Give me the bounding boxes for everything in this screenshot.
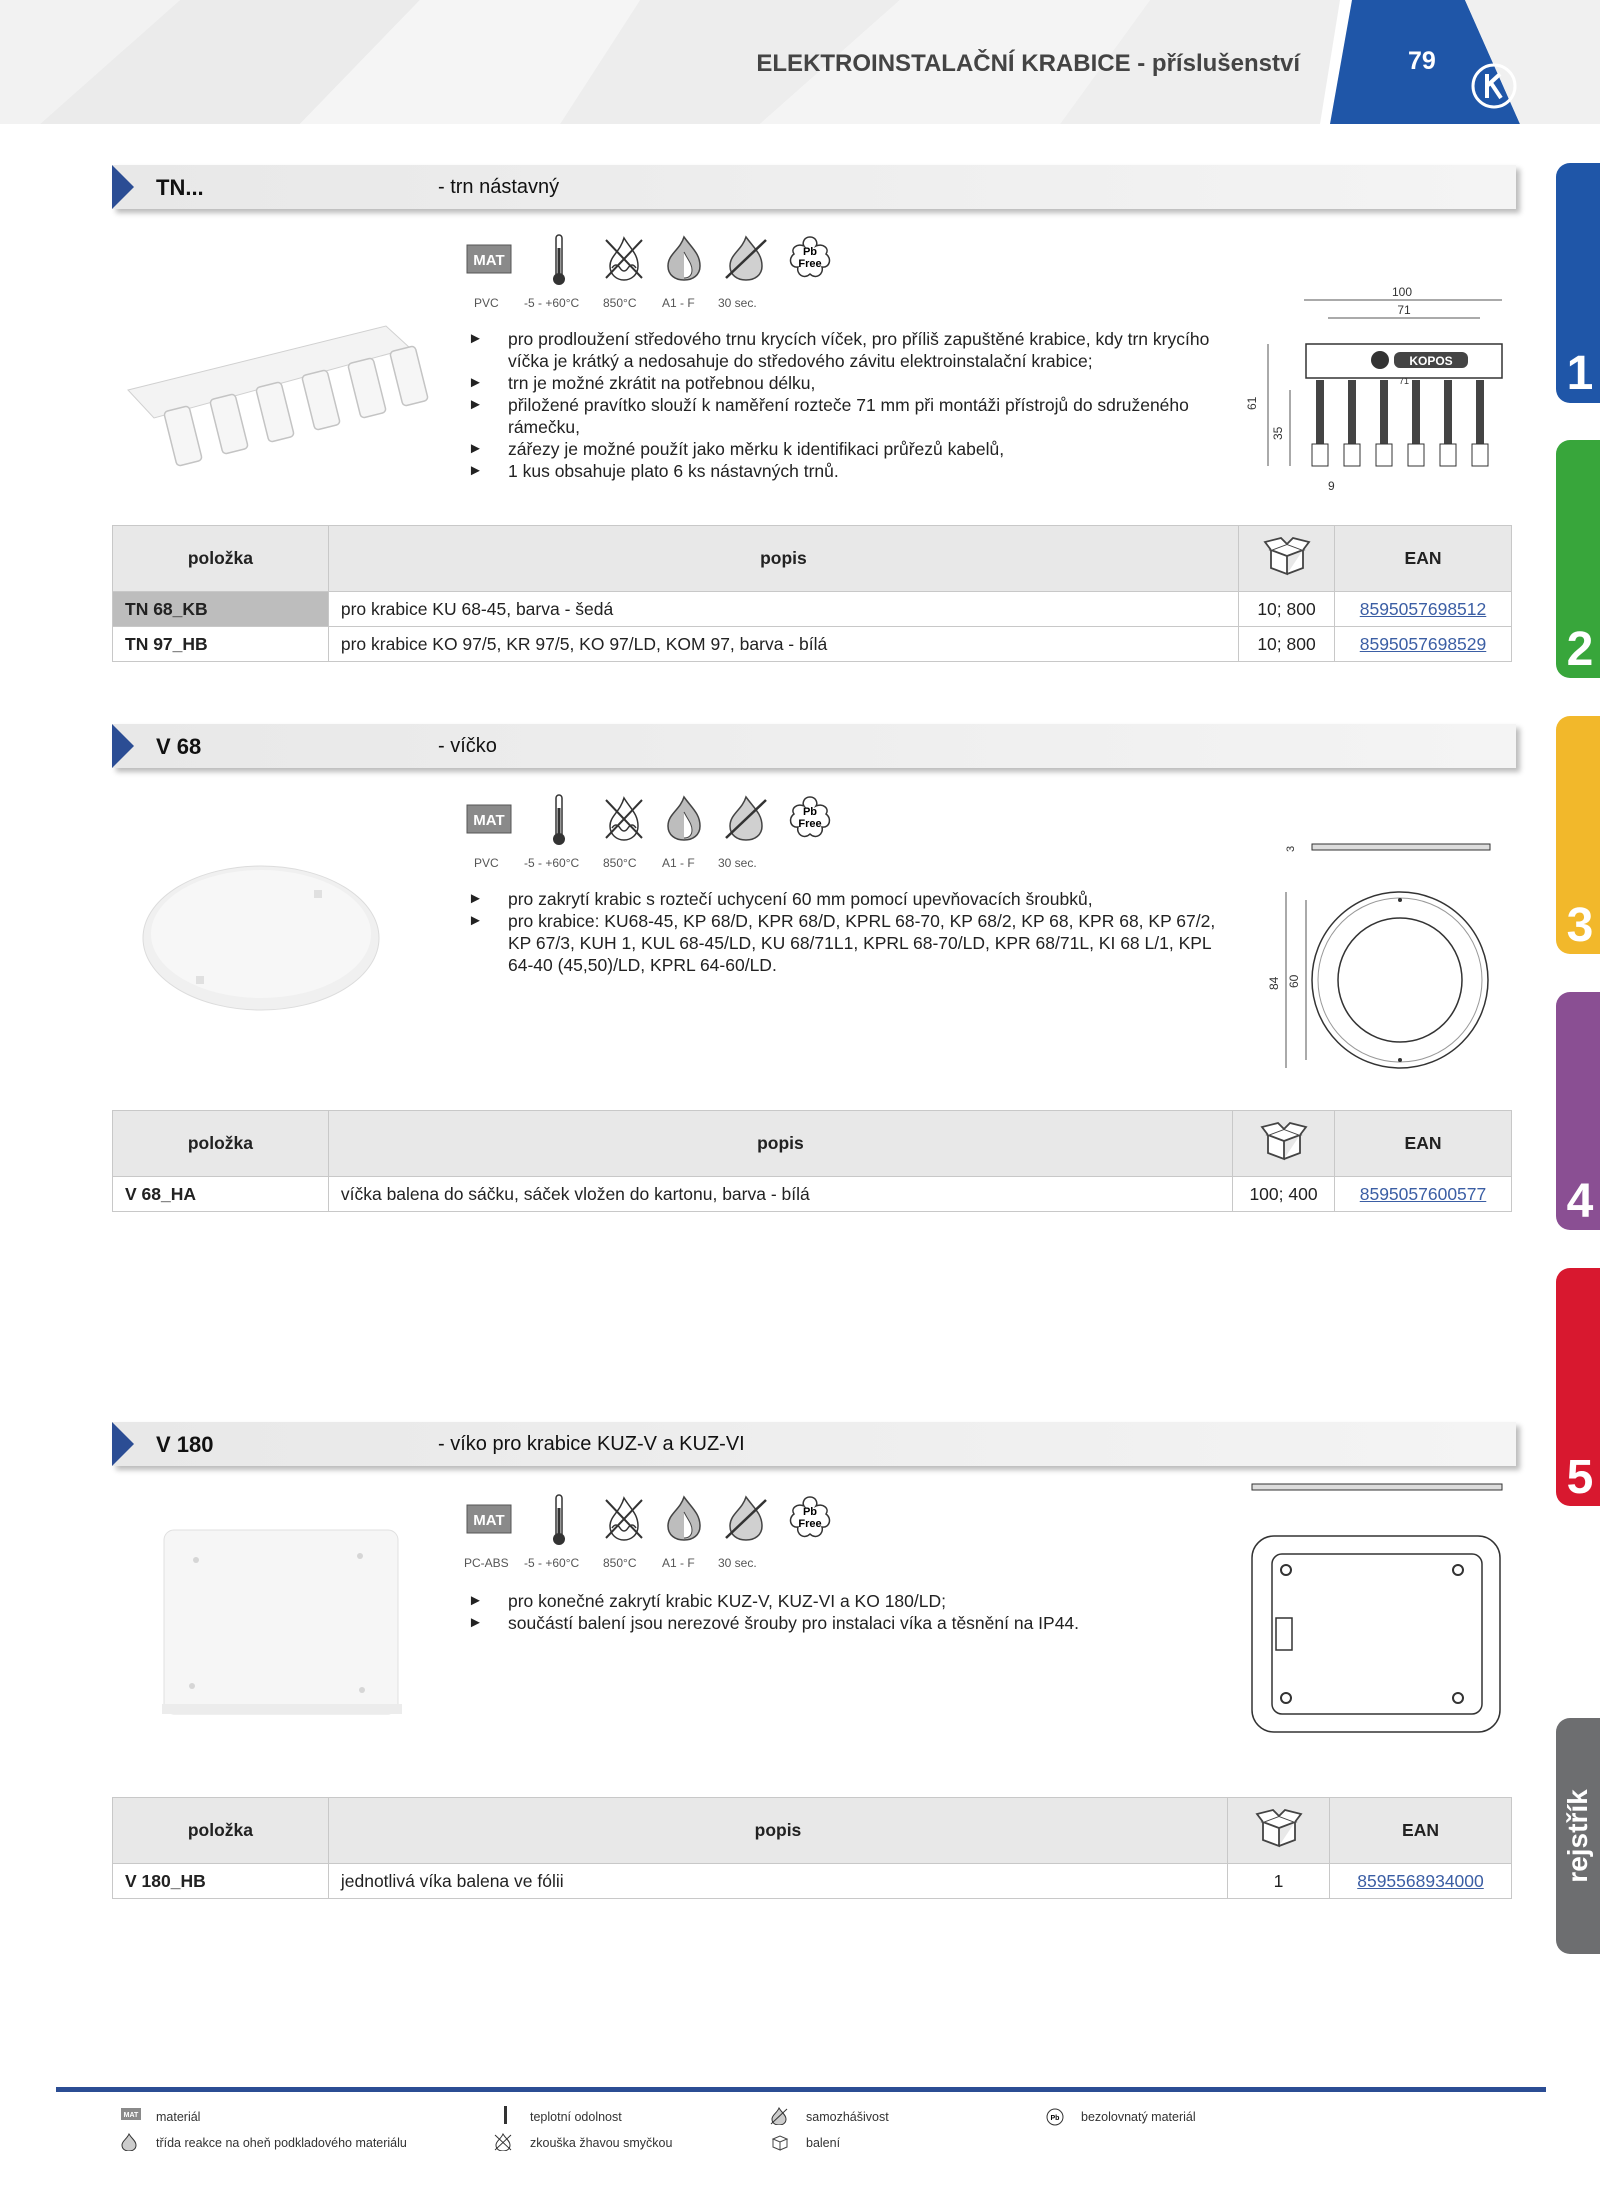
chapter-tab-3-label: 3 (1566, 899, 1594, 952)
icon-value-temperature: -5 - +60°C (524, 1556, 580, 1570)
chapter-tab-2-label: 2 (1566, 623, 1594, 676)
package-box-icon (1255, 1808, 1303, 1848)
section-header-v180 (112, 1422, 1516, 1466)
cell-item-code: V 180_HB (113, 1864, 329, 1899)
icon-value-glow-wire: 850°C (603, 1556, 637, 1570)
feature-item: ► součástí balení jsou nerezové šrouby pro instalaci víka a těsnění na IP44. (468, 1612, 1228, 1634)
ean-link[interactable]: 8595568934000 (1357, 1870, 1484, 1891)
flame-icon (120, 2133, 138, 2151)
icon-value-reaction-class: A1 - F (662, 856, 695, 870)
column-header-package (1228, 1798, 1330, 1864)
technical-drawing-v68 (1250, 830, 1500, 1076)
feature-list (468, 328, 1228, 482)
index-tab[interactable] (1556, 1718, 1600, 1954)
section-header-v68 (112, 724, 1516, 768)
page-number: 79 (1408, 47, 1436, 75)
legend-material (123, 2110, 201, 2124)
section-arrow-icon (112, 1422, 134, 1466)
technical-drawing-v180 (1250, 1482, 1510, 1742)
svg-text:9: 9 (1328, 479, 1335, 493)
feature-item: ► pro zakrytí krabic s roztečí uchycení 60 mm pomocí upevňovacích šroubků, (468, 888, 1228, 910)
property-icons (462, 1494, 842, 1574)
package-box-icon (770, 2133, 790, 2151)
table-header-row (113, 1111, 1512, 1177)
svg-text:MAT: MAT (473, 1512, 505, 1529)
property-icons (462, 794, 842, 874)
legend-label: zkouška žhavou smyčkou (530, 2136, 673, 2150)
kopos-logo-icon (1470, 62, 1518, 110)
column-header-package (1239, 526, 1335, 592)
table-row (113, 592, 1512, 627)
product-photo-tn (124, 318, 446, 478)
thermometer-icon (552, 1494, 566, 1550)
icon-value-self-extinguishing: 30 sec. (718, 856, 757, 870)
column-header-package (1233, 1111, 1335, 1177)
chapter-tab-4-label: 4 (1566, 1175, 1594, 1228)
feature-item: ► pro konečné zakrytí krabic KUZ-V, KUZ-VI a KO 180/LD; (468, 1590, 1228, 1612)
icon-value-reaction-class: A1 - F (662, 296, 695, 310)
section-name: - víčko (438, 735, 497, 757)
svg-text:Pb: Pb (802, 806, 818, 818)
cell-item-code: TN 97_HB (113, 627, 329, 662)
package-box-icon (1260, 1121, 1308, 1161)
technical-drawing-tn (1244, 280, 1530, 496)
svg-text:61: 61 (1245, 396, 1259, 410)
svg-text:MAT: MAT (123, 2112, 139, 2119)
table-row (113, 627, 1512, 662)
index-tab-label: rejstřík (1562, 1789, 1593, 1883)
cell-description: jednotlivá víka balena ve fólii (328, 1864, 1227, 1899)
footer-rule (56, 2087, 1546, 2092)
cell-package-qty: 10; 800 (1239, 592, 1335, 627)
section-code: TN... (156, 175, 204, 200)
svg-text:71: 71 (1398, 376, 1410, 386)
ean-link[interactable]: 8595057698529 (1359, 633, 1487, 654)
material-icon (466, 244, 512, 300)
legend-label: teplotní odolnost (530, 2110, 622, 2124)
flame-icon (662, 234, 706, 290)
icon-value-material: PC-ABS (464, 1556, 509, 1570)
cell-package-qty: 1 (1228, 1864, 1330, 1899)
legend-package (806, 2136, 840, 2150)
legend-glow-wire (530, 2136, 672, 2150)
svg-text:MAT: MAT (473, 252, 505, 269)
product-table-tn (112, 525, 1512, 662)
icon-value-material: PVC (474, 856, 499, 870)
icon-value-self-extinguishing: 30 sec. (718, 296, 757, 310)
feature-list (468, 1590, 1228, 1634)
column-header-description: popis (328, 1798, 1227, 1864)
legend-label: balení (806, 2136, 841, 2150)
self-extinguishing-icon (770, 2107, 788, 2125)
cell-description: víčka balena do sáčku, sáček vložen do kartonu, barva - bílá (328, 1177, 1232, 1212)
column-header-description: popis (328, 1111, 1232, 1177)
column-header-item: položka (113, 526, 329, 592)
page-header-title: ELEKTROINSTALAČNÍ KRABICE - příslušenství (756, 50, 1300, 77)
lead-free-icon (786, 1494, 834, 1550)
feature-item: ► pro krabice: KU68-45, KP 68/D, KPR 68/D, KPRL 68-70, KP 68/2, KP 68, KPR 68, KP 67/2, KP 67/3, KUH 1, KUL 68-45/LD, KU 68/71L1, KPRL 68-70/LD, KPR 68/71L, KI 68 L/1, KPL 64-40 (45,50)/LD, KPRL 64-60/LD. (468, 910, 1228, 976)
table-row (113, 1864, 1512, 1899)
flame-icon (662, 794, 706, 850)
svg-text:35: 35 (1271, 426, 1285, 440)
material-icon (466, 804, 512, 860)
svg-text:Free: Free (798, 1518, 822, 1530)
table-row (113, 1177, 1512, 1212)
cell-item-code: V 68_HA (113, 1177, 329, 1212)
svg-text:KOPOS: KOPOS (1409, 354, 1453, 368)
lead-free-icon (1045, 2107, 1065, 2127)
svg-text:MAT: MAT (473, 812, 505, 829)
section-code: V 68 (156, 734, 202, 759)
column-header-description: popis (328, 526, 1238, 592)
svg-text:Pb: Pb (802, 1506, 818, 1518)
ean-link[interactable]: 8595057600577 (1359, 1183, 1487, 1204)
svg-text:Pb: Pb (802, 246, 818, 258)
section-name: - trn nástavný (438, 176, 560, 198)
legend-label: samozhášivost (806, 2110, 889, 2124)
section-arrow-icon (112, 165, 134, 209)
cell-item-code: TN 68_KB (113, 592, 329, 627)
package-box-icon (1263, 536, 1311, 576)
table-header-row (113, 526, 1512, 592)
legend-temperature (530, 2110, 622, 2124)
thermometer-icon (552, 234, 566, 290)
feature-item: ► přiložené pravítko slouží k naměření rozteče 71 mm při montáži přístrojů do sdruženého rámečku, (468, 394, 1228, 438)
feature-item: ► pro prodloužení středového trnu krycích víček, pro příliš zapuštěné krabice, kdy trn krycího víčka je krátký a nedosahuje do středového závitu elektroinstalační krabice; (468, 328, 1228, 372)
glow-wire-icon (602, 234, 646, 290)
self-extinguishing-icon (724, 234, 770, 290)
glow-wire-icon (602, 1494, 646, 1550)
chapter-tab-5-label: 5 (1566, 1451, 1594, 1504)
flame-icon (662, 1494, 706, 1550)
section-name: - víko pro krabice KUZ-V a KUZ-VI (438, 1433, 745, 1455)
glow-wire-icon (494, 2133, 512, 2151)
section-code: V 180 (156, 1432, 214, 1457)
legend-label: materiál (156, 2110, 201, 2124)
svg-text:Free: Free (798, 258, 822, 270)
section-header-tn (112, 165, 1516, 209)
icon-value-temperature: -5 - +60°C (524, 296, 580, 310)
legend-label: třída reakce na oheň podkladového materiálu (156, 2136, 407, 2150)
product-table-v68 (112, 1110, 1512, 1212)
legend-label: bezolovnatý materiál (1081, 2110, 1196, 2124)
thermometer-icon (552, 794, 566, 850)
icon-value-glow-wire: 850°C (603, 296, 637, 310)
feature-list (468, 888, 1228, 976)
icon-value-material: PVC (474, 296, 499, 310)
table-header-row (113, 1798, 1512, 1864)
feature-item: ► zářezy je možné použít jako měrku k identifikaci průřezů kabelů, (468, 438, 1228, 460)
material-icon (466, 1504, 512, 1560)
legend-self-extinguishing (806, 2110, 889, 2124)
icon-value-glow-wire: 850°C (603, 856, 637, 870)
column-header-ean: EAN (1330, 1798, 1512, 1864)
icon-value-reaction-class: A1 - F (662, 1556, 695, 1570)
product-photo-v180 (160, 1526, 406, 1720)
svg-text:60: 60 (1287, 974, 1301, 988)
property-icons (462, 234, 842, 314)
lead-free-icon (786, 794, 834, 850)
svg-text:100: 100 (1391, 285, 1413, 299)
section-arrow-icon (112, 724, 134, 768)
column-header-ean: EAN (1335, 526, 1512, 592)
cell-package-qty: 10; 800 (1239, 627, 1335, 662)
glow-wire-icon (602, 794, 646, 850)
feature-item: ► trn je možné zkrátit na potřebnou délku, (468, 372, 1228, 394)
legend-reaction-class (156, 2136, 407, 2150)
svg-text:84: 84 (1267, 976, 1281, 990)
ean-link[interactable]: 8595057698512 (1359, 598, 1487, 619)
icon-value-temperature: -5 - +60°C (524, 856, 580, 870)
product-table-v180 (112, 1797, 1512, 1899)
svg-text:Pb: Pb (1050, 2115, 1060, 2122)
self-extinguishing-icon (724, 1494, 770, 1550)
cell-description: pro krabice KO 97/5, KR 97/5, KO 97/LD, KOM 97, barva - bílá (328, 627, 1238, 662)
column-header-item: položka (113, 1111, 329, 1177)
svg-text:71: 71 (1397, 303, 1411, 317)
chapter-tab-1-label: 1 (1566, 347, 1594, 400)
svg-text:Free: Free (798, 818, 822, 830)
product-photo-v68 (138, 858, 384, 1014)
thermometer-icon (502, 2106, 510, 2124)
svg-text:3: 3 (1285, 845, 1297, 852)
column-header-item: položka (113, 1798, 329, 1864)
self-extinguishing-icon (724, 794, 770, 850)
column-header-ean: EAN (1335, 1111, 1512, 1177)
lead-free-icon (786, 234, 834, 290)
feature-item: ► 1 kus obsahuje plato 6 ks nástavných trnů. (468, 460, 1228, 482)
cell-package-qty: 100; 400 (1233, 1177, 1335, 1212)
material-icon (120, 2107, 142, 2121)
legend-lead-free (1050, 2110, 1196, 2124)
cell-description: pro krabice KU 68-45, barva - šedá (328, 592, 1238, 627)
icon-value-self-extinguishing: 30 sec. (718, 1556, 757, 1570)
